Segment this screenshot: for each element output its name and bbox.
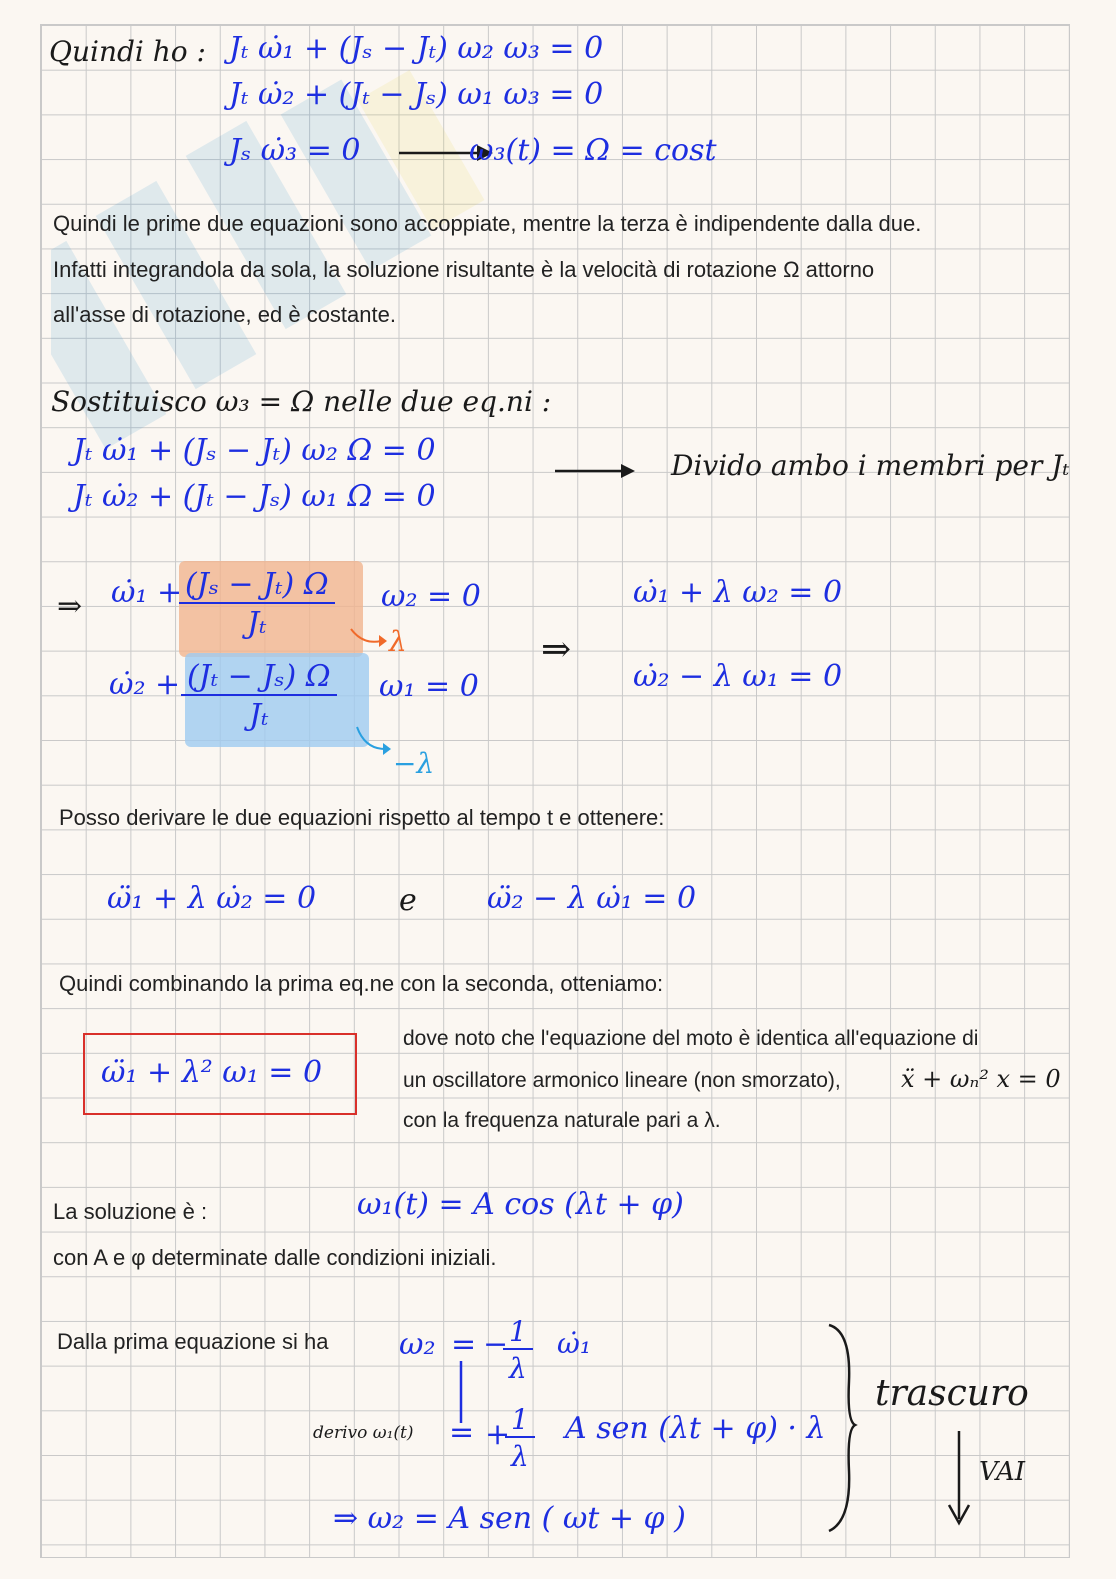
row1-fraction bbox=[179, 567, 335, 641]
equation-3b: ω₃(t) = Ω = cost bbox=[469, 133, 717, 168]
row2-fraction bbox=[181, 659, 337, 733]
row2-numerator: (Jₜ − Jₛ) Ω bbox=[181, 659, 337, 696]
row1-tail: ω₂ = 0 bbox=[381, 579, 481, 614]
row1-numerator: (Jₛ − Jₜ) Ω bbox=[179, 567, 335, 604]
implies-icon: ⇒ bbox=[57, 589, 83, 624]
grid-paper-page bbox=[40, 24, 1070, 1558]
arrow-curve-icon bbox=[349, 625, 389, 655]
omega2-symbol: ω₂ bbox=[399, 1327, 436, 1362]
arrow-curve-icon bbox=[355, 725, 395, 759]
solution-label: La soluzione è : bbox=[53, 1199, 208, 1224]
row2-lead: ω̇₂ + bbox=[109, 667, 181, 702]
conjunction-e: e bbox=[399, 883, 417, 918]
row1-lead: ω̇₁ + bbox=[111, 575, 183, 610]
sostituisco-label: Sostituisco ω₃ = Ω nelle due eq.ni : bbox=[51, 385, 552, 418]
arrow-down-icon bbox=[945, 1431, 975, 1531]
equals-sign-2: = bbox=[449, 1415, 475, 1450]
plus-sign: + bbox=[485, 1417, 511, 1452]
boxed-equation: ω̈₁ + λ² ω₁ = 0 bbox=[101, 1055, 323, 1090]
big-implies-icon: ⇒ bbox=[541, 629, 572, 670]
arrow-right-icon bbox=[555, 457, 645, 487]
derived-equation-2: ω̈₂ − λ ω̇₁ = 0 bbox=[487, 881, 697, 916]
oscillator-equation: ẍ + ωₙ² x = 0 bbox=[901, 1065, 1061, 1093]
oscillator-line-1: dove noto che l'equazione del moto è identica all'equazione di bbox=[403, 1027, 979, 1050]
initial-conditions-line: con A e φ determinate dalle condizioni iniziali. bbox=[53, 1245, 497, 1270]
fraction-1-denominator: λ bbox=[509, 1352, 527, 1385]
fraction-1-numerator: 1 bbox=[503, 1315, 533, 1350]
paragraph-1-line-2: Infatti integrandola da sola, la soluzione risultante è la velocità di rotazione Ω attorno bbox=[53, 257, 875, 282]
trascuro-note: trascuro bbox=[875, 1373, 1029, 1414]
paragraph-3: Quindi combinando la prima eq.ne con la seconda, otteniamo: bbox=[59, 971, 664, 996]
minus-sign: − bbox=[483, 1327, 509, 1362]
minus-lambda-label: −λ bbox=[393, 747, 435, 780]
lambda-label: λ bbox=[389, 625, 407, 658]
equation-2: Jₜ ω̇₂ + (Jₜ − Jₛ) ω₁ ω₃ = 0 bbox=[229, 77, 604, 112]
derived-equation-1: ω̈₁ + λ ω̇₂ = 0 bbox=[107, 881, 317, 916]
vai-note: VAI bbox=[979, 1457, 1026, 1487]
row2-denominator: Jₜ bbox=[249, 698, 269, 733]
final-equation: ⇒ ω₂ = A sen ( ωt + φ ) bbox=[333, 1501, 686, 1536]
solution-equation: ω₁(t) = A cos (λt + φ) bbox=[357, 1187, 684, 1222]
equation-3a: Jₛ ω̇₃ = 0 bbox=[229, 133, 361, 168]
substituted-equation-2: Jₜ ω̇₂ + (Jₜ − Jₛ) ω₁ Ω = 0 bbox=[73, 479, 436, 514]
fraction-2-numerator: 1 bbox=[505, 1403, 535, 1438]
sen-term: A sen (λt + φ) · λ bbox=[565, 1411, 826, 1446]
row2-tail: ω₁ = 0 bbox=[379, 669, 479, 704]
result-equation-2: ω̇₂ − λ ω₁ = 0 bbox=[633, 659, 843, 694]
paragraph-1-line-3: all'asse di rotazione, ed è costante. bbox=[53, 302, 396, 327]
derivo-label: derivo ω₁(t) bbox=[313, 1423, 414, 1443]
row1-denominator: Jₜ bbox=[247, 606, 267, 641]
quindi-ho-label: Quindi ho : bbox=[49, 35, 206, 68]
curly-brace-icon bbox=[825, 1321, 865, 1541]
result-equation-1: ω̇₁ + λ ω₂ = 0 bbox=[633, 575, 843, 610]
fraction-2-denominator: λ bbox=[511, 1440, 529, 1473]
first-equation-label: Dalla prima equazione si ha bbox=[57, 1329, 329, 1354]
fraction-1-over-lambda bbox=[503, 1315, 533, 1385]
equation-1: Jₜ ω̇₁ + (Jₛ − Jₜ) ω₂ ω₃ = 0 bbox=[229, 31, 604, 66]
equals-sign: = bbox=[451, 1327, 477, 1362]
fraction-2-over-lambda bbox=[505, 1403, 535, 1473]
paragraph-1-line-1: Quindi le prime due equazioni sono accoppiate, mentre la terza è indipendente dalla due. bbox=[53, 211, 922, 236]
substituted-equation-1: Jₜ ω̇₁ + (Jₛ − Jₜ) ω₂ Ω = 0 bbox=[73, 433, 436, 468]
oscillator-line-3: con la frequenza naturale pari a λ. bbox=[403, 1109, 721, 1132]
divido-note: Divido ambo i membri per Jₜ bbox=[671, 449, 1070, 482]
omega1-dot: ω̇₁ bbox=[557, 1327, 592, 1360]
paragraph-2: Posso derivare le due equazioni rispetto al tempo t e ottenere: bbox=[59, 805, 665, 830]
oscillator-line-2: un oscillatore armonico lineare (non smorzato), bbox=[403, 1069, 841, 1092]
